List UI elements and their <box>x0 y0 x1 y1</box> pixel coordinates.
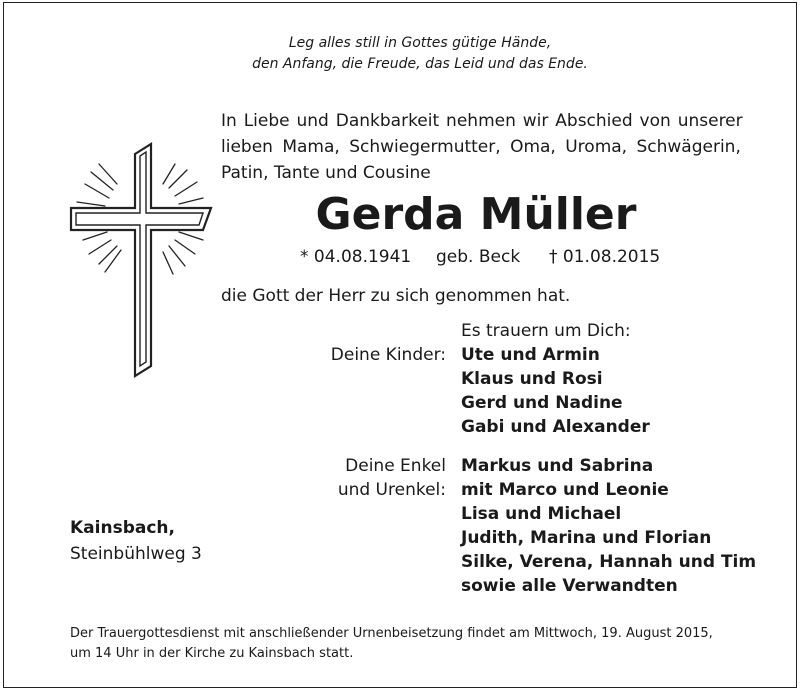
list-item: sowie alle Verwandten <box>461 576 678 596</box>
motto-line-2: den Anfang, die Freude, das Leid und das Ende. <box>252 56 588 72</box>
list-item: mit Marco und Leonie <box>461 480 669 500</box>
motto-line-1: Leg alles still in Gottes gütige Hände, <box>288 35 552 51</box>
address-city: Kainsbach, <box>70 518 175 538</box>
motto-verse <box>200 33 640 75</box>
list-item: Gerd und Nadine <box>461 393 623 413</box>
birth-date: * 04.08.1941 <box>300 247 412 267</box>
children-label <box>270 343 446 367</box>
intro-line-1: In Liebe und Dankbarkeit nehmen wir Abschied von unserer <box>221 111 743 131</box>
deceased-name: Gerda Müller <box>315 189 637 240</box>
intro-text <box>221 108 743 186</box>
service-notice-line-1: Der Trauergottesdienst mit anschließender Urnenbeisetzung findet am Mittwoch, 19. August 2015, <box>70 626 713 641</box>
children-label-line: Deine Kinder: <box>330 345 446 365</box>
service-notice <box>70 624 750 664</box>
address-street: Steinbühlweg 3 <box>70 544 202 564</box>
mourners-heading: Es trauern um Dich: <box>461 321 631 341</box>
list-item: Klaus und Rosi <box>461 369 603 389</box>
grandchildren-names <box>461 454 756 598</box>
service-notice-line-2: um 14 Uhr in der Kirche zu Kainsbach statt. <box>70 646 354 661</box>
list-item: Markus und Sabrina <box>461 456 654 476</box>
closing-line: die Gott der Herr zu sich genommen hat. <box>221 286 571 306</box>
maiden-name: geb. Beck <box>436 247 521 267</box>
grandchildren-label-line-1: Deine Enkel <box>345 456 446 476</box>
list-item: Silke, Verena, Hannah und Tim <box>461 552 757 572</box>
radiant-cross-icon <box>63 140 213 380</box>
grandchildren-label-line-2: und Urenkel: <box>337 480 446 500</box>
address-block <box>70 515 202 567</box>
grandchildren-label <box>270 454 446 502</box>
intro-line-2: lieben Mama, Schwiegermutter, Oma, Uroma, Schwägerin, <box>221 137 741 157</box>
list-item: Judith, Marina und Florian <box>461 528 712 548</box>
death-date: † 01.08.2015 <box>549 247 661 267</box>
intro-line-3: Patin, Tante und Cousine <box>221 163 431 183</box>
children-names <box>461 343 650 439</box>
list-item: Lisa und Michael <box>461 504 622 524</box>
list-item: Gabi und Alexander <box>461 417 650 437</box>
list-item: Ute und Armin <box>461 345 600 365</box>
